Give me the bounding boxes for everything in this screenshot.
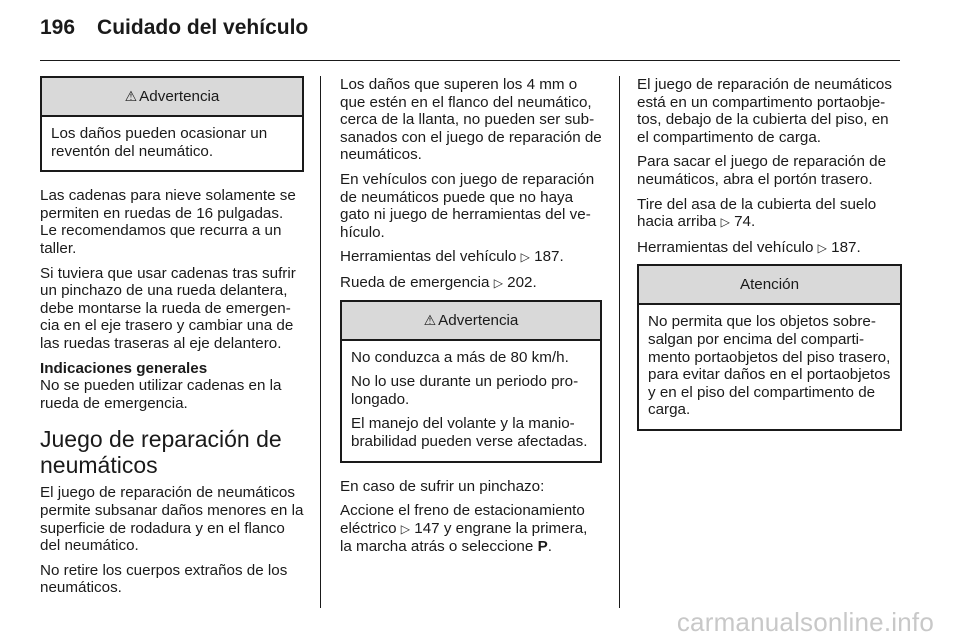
header-rule <box>40 60 900 61</box>
paragraph: El juego de reparación de neumáticos permite subsanar daños menores en la superficie de rodadura y en el flanco del neumático. <box>40 484 304 555</box>
reference-page[interactable]: 202. <box>507 273 537 291</box>
caution-box <box>637 264 902 431</box>
warning-text: Los daños pueden ocasionar un reventón del neumático. <box>51 125 268 160</box>
warning-text: No conduzca a más de 80 km/h. <box>351 348 569 366</box>
paragraph <box>340 502 602 556</box>
paragraph-text: y engrane la primera, la marcha atrás o seleccione <box>340 519 588 556</box>
section-title: Juego de reparación de neumáticos <box>40 426 282 479</box>
subheading: Indicaciones generales <box>40 359 208 377</box>
reference-page[interactable]: 187. <box>534 248 564 266</box>
warning-box-body <box>342 341 600 461</box>
reference-page[interactable]: 74. <box>734 213 756 231</box>
reference-line <box>637 239 902 258</box>
page-header <box>40 16 308 40</box>
warning-box-title <box>342 302 600 341</box>
warning-box-title <box>42 78 302 117</box>
warning-icon: ⚠ <box>124 88 138 104</box>
warning-text: El manejo del volante y la maniobrabilidad pueden verse afectadas. <box>351 415 588 450</box>
reference-line <box>340 248 602 267</box>
reference-page[interactable]: 187. <box>831 238 861 256</box>
column-divider <box>320 76 321 608</box>
page-title: Cuidado del vehículo <box>97 16 309 39</box>
warning-title-text: Advertencia <box>139 88 220 105</box>
paragraph-text: Tire del asa de la cubierta del suelo hacia arriba <box>637 195 877 231</box>
caution-box-title: Atención <box>639 266 900 305</box>
reference-line <box>340 274 602 293</box>
paragraph: El juego de reparación de neumáticos está en un compartimento portaobjetos, debajo de la cubierta del piso, en el compartimento de carga. <box>637 76 892 146</box>
reference-text: Rueda de emergencia <box>340 273 490 291</box>
column-2 <box>340 76 602 563</box>
reference-text: Herramientas del vehículo <box>637 238 814 256</box>
gear-letter: P <box>537 538 548 556</box>
reference-text: Herramientas del vehículo <box>340 248 517 266</box>
paragraph: En caso de sufrir un pinchazo: <box>340 477 545 495</box>
reference-page[interactable]: 147 <box>414 519 440 537</box>
page-ref-arrow-icon: ▷ <box>817 240 827 255</box>
warning-box <box>340 300 602 463</box>
paragraph-text: Accione el freno de estacionamiento eléctrico <box>340 502 585 537</box>
paragraph: Los daños que superen los 4 mm o que estén en el flanco del neumático, cerca de la llanta, no pueden ser subsanados con el juego de reparación de neumáticos. <box>340 76 602 164</box>
watermark: carmanualsonline.info <box>676 607 934 637</box>
paragraph: Las cadenas para nieve solamente se permiten en ruedas de 16 pulgadas. Le recomendamos que recurra a un taller. <box>40 187 296 257</box>
warning-icon: ⚠ <box>423 311 437 328</box>
paragraph: Si tuviera que usar cadenas tras sufrir un pinchazo de una rueda delantera, debe montarse la rueda de emergencia en el eje trasero y cambiar una de las ruedas traseras al eje delantero. <box>40 264 296 352</box>
column-3 <box>637 76 902 446</box>
caution-text: No permita que los objetos sobresalgan por encima del compartimento portaobjetos del piso trasero, para evitar daños en el portaobjetos y en el piso del compartimento de carga. <box>648 313 891 419</box>
page-ref-arrow-icon: ▷ <box>493 275 503 290</box>
page-number: 196 <box>40 16 76 39</box>
paragraph: Para sacar el juego de reparación de neumáticos, abra el portón trasero. <box>637 153 887 188</box>
warning-text: No lo use durante un periodo prolongado. <box>351 373 579 408</box>
page-ref-arrow-icon: ▷ <box>520 250 530 265</box>
caution-box-body <box>639 305 900 429</box>
page-ref-arrow-icon: ▷ <box>720 215 730 230</box>
punctuation: . <box>547 538 552 556</box>
column-1 <box>40 76 304 604</box>
paragraph: No se pueden utilizar cadenas en la rueda de emergencia. <box>40 377 282 412</box>
paragraph <box>637 196 902 232</box>
warning-box-body <box>42 117 302 170</box>
warning-box <box>40 76 304 172</box>
paragraph: En vehículos con juego de reparación de neumáticos puede que no haya gato ni juego de herramientas del vehículo. <box>340 170 595 241</box>
column-divider <box>619 76 620 608</box>
page-ref-arrow-icon: ▷ <box>400 521 411 536</box>
warning-title-text: Advertencia <box>438 311 519 329</box>
paragraph: No retire los cuerpos extraños de los neumáticos. <box>40 561 288 597</box>
